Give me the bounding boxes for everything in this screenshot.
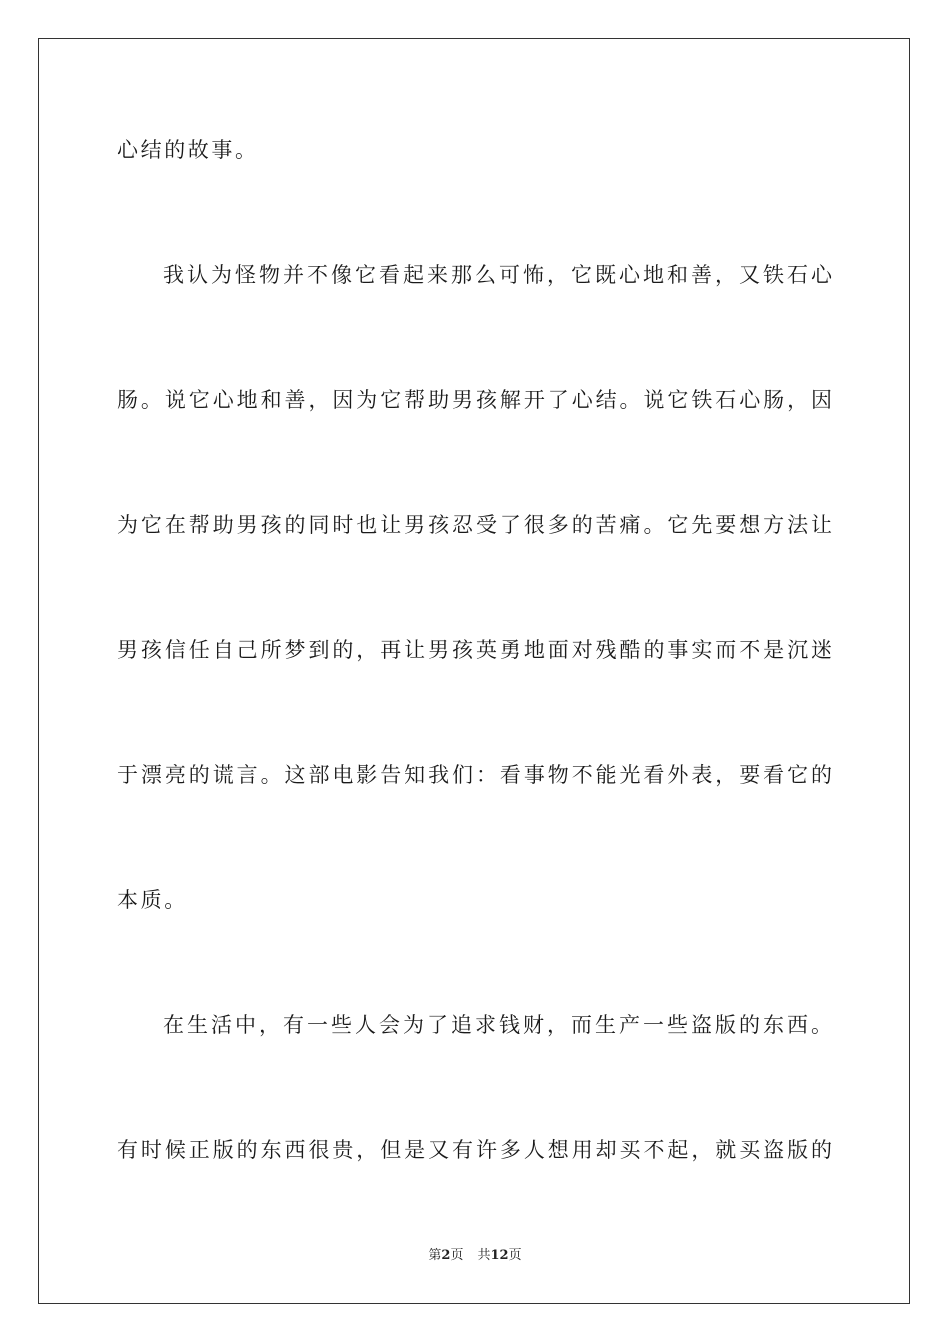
paragraph-line-6: 于漂亮的谎言。这部电影告知我们：看事物不能光看外表，要看它的 — [117, 763, 832, 787]
paragraph-line-9: 有时候正版的东西很贵，但是又有许多人想用却买不起，就买盗版的 — [117, 1138, 832, 1162]
paragraph-line-7: 本质。 — [117, 888, 188, 912]
page-border — [38, 38, 910, 1304]
total-prefix: 共 — [477, 1248, 491, 1263]
page-suffix: 页 — [450, 1248, 464, 1263]
page-prefix: 第 — [428, 1248, 442, 1263]
total-pages: 12 — [490, 1248, 509, 1263]
page-footer — [0, 1247, 950, 1265]
total-suffix: 页 — [508, 1248, 522, 1263]
paragraph-line-2: 我认为怪物并不像它看起来那么可怖，它既心地和善，又铁石心 — [163, 263, 832, 287]
paragraph-line-4: 为它在帮助男孩的同时也让男孩忍受了很多的苦痛。它先要想方法让 — [117, 513, 832, 537]
paragraph-line-1: 心结的故事。 — [117, 138, 259, 162]
paragraph-line-5: 男孩信任自己所梦到的，再让男孩英勇地面对残酷的事实而不是沉迷 — [117, 638, 832, 662]
page-number: 2 — [441, 1248, 451, 1263]
paragraph-line-8: 在生活中，有一些人会为了追求钱财，而生产一些盗版的东西。 — [163, 1013, 832, 1037]
paragraph-line-3: 肠。说它心地和善，因为它帮助男孩解开了心结。说它铁石心肠，因 — [117, 388, 832, 412]
